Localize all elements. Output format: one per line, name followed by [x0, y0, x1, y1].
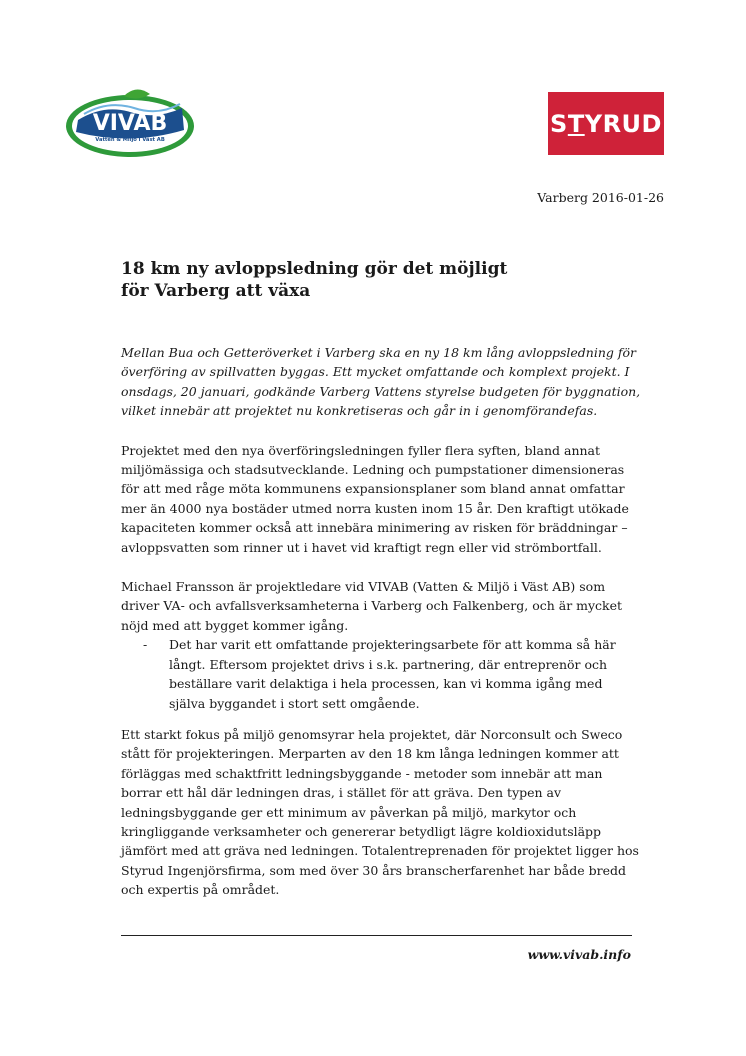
quote-list [121, 635, 641, 713]
vivab-logo [64, 86, 200, 160]
footer-divider [121, 935, 632, 936]
styrud-logo: S T YRUD [548, 92, 664, 155]
footer-website-link[interactable]: www.vivab.info [527, 947, 631, 962]
quote-item [121, 635, 641, 713]
vivab-logo-subtitle: Vatten & Miljö i Väst AB [95, 137, 165, 143]
headline [121, 258, 601, 302]
lead-paragraph: Mellan Bua och Getteröverket i Varberg ska en ny 18 km lång avloppsledning för överföring av spillvatten byggas. Ett mycket omfattande och komplext projekt. I onsdags, 20 januari, godkände Varberg Vattens styrelse budgeten för byggnation, vilket innebär att projektet nu konkretiseras och går in i genomförandefas. [121, 345, 641, 419]
vivab-logo-wordmark: VIVAB [92, 111, 168, 136]
body-paragraph-2: Michael Fransson är projektledare vid VIVAB (Vatten & Miljö i Väst AB) som driver VA- och avfallsverksamheterna i Varberg och Falkenberg, och är mycket nöjd med att bygget kommer igång. [121, 579, 623, 633]
headline-line-1: 18 km ny avloppsledning gör det möjligt [121, 259, 508, 279]
quote-text: Det har varit ett omfattande projekteringsarbete för att komma så här långt. Eftersom projektet drivs i s.k. partnering, där entreprenör och beställare varit delaktiga i hela processen, kan vi komma igång med själva byggandet i stort sett omgående. [169, 637, 616, 711]
body-paragraph-1: Projektet med den nya överföringsledningen fyller flera syften, bland annat miljömässiga och stadsutvecklande. Ledning och pumpstationer dimensioneras för att med råge möta kommunens expansionsplaner som bland annat omfattar mer än 4000 nya bostäder utmed norra kusten inom 15 år. Den kraftigt utökade kapaciteten kommer också att innebära minimering av risken för bräddningar – avloppsvatten som rinner ut i havet vid kraftigt regn eller vid strömbortfall. [121, 442, 629, 555]
document-date: Varberg 2016-01-26 [537, 190, 664, 205]
headline-line-2: för Varberg att växa [121, 281, 311, 301]
article-body [121, 343, 641, 920]
body-paragraph-3: Ett starkt fokus på miljö genomsyrar hela projektet, där Norconsult och Sweco stått för projekteringen. Merparten av den 18 km långa ledningen kommer att förläggas med schaktfritt ledningsbyggande - metoder som innebär att man borrar ett hål där ledningen dras, i stället för att gräva. Den typen av ledningsbyggande ger ett minimum av påverkan på miljö, markytor och kringliggande verksamheter och genererar betydligt lägre koldioxidutsläpp jämfört med att gräva ned ledningen. Totalentreprenaden för projektet ligger hos Styrud Ingenjörsfirma, som med över 30 års branscherfarenhet har både bredd och expertis på området. [121, 726, 639, 898]
quote-dash: - [143, 637, 148, 653]
